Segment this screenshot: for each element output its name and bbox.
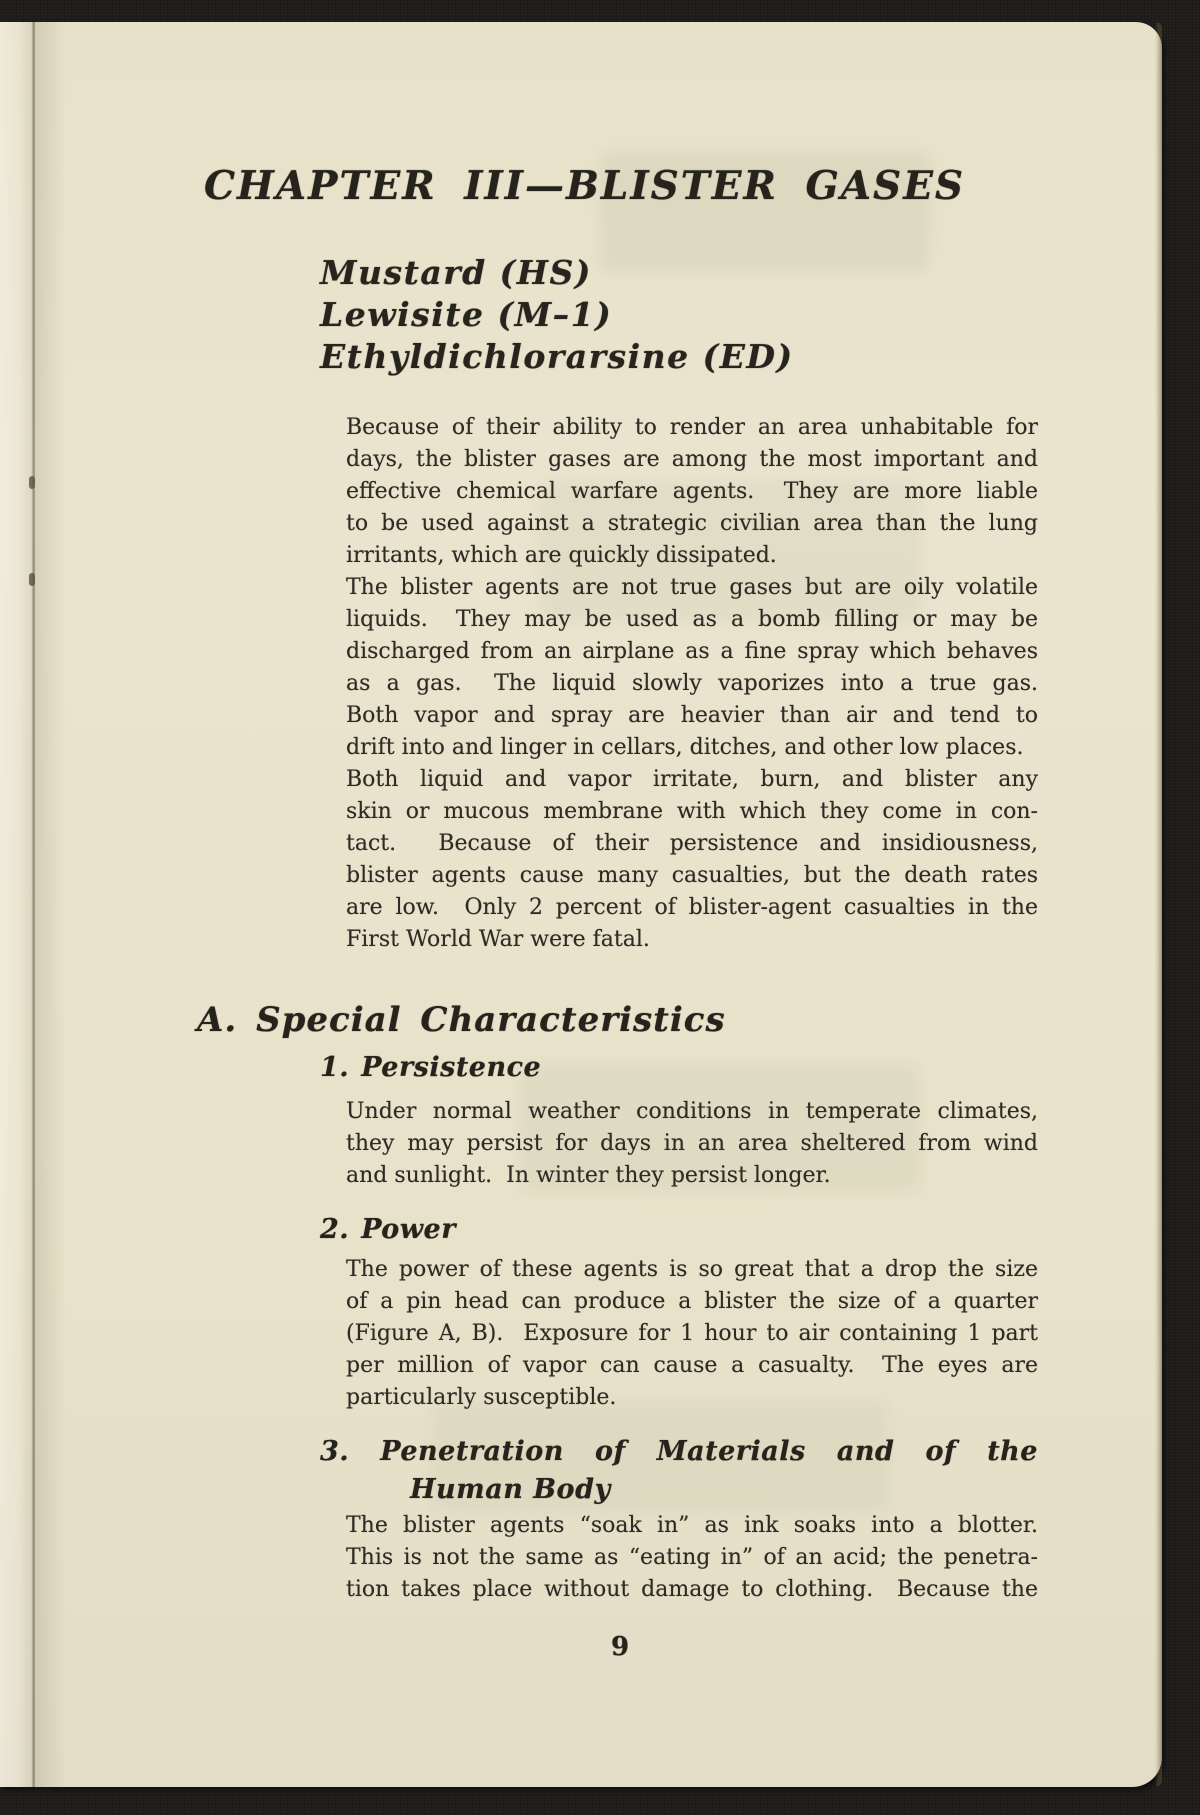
page-number: 9	[610, 1632, 630, 1662]
subsection-body-persistence: Under normal weather conditions in temperate climates, they may persist for days in an area sheltered from wind and sunlight. In winter they persist longer.	[346, 1099, 1038, 1188]
stitch-mark	[29, 573, 35, 586]
agent-name: Lewisite (M–1)	[320, 295, 613, 334]
subsection-number: 1.	[320, 1052, 350, 1083]
subsection-heading-power	[320, 1214, 1038, 1245]
subsection-title: Persistence	[361, 1052, 542, 1083]
subsection-number: 2.	[320, 1214, 350, 1245]
section-a-heading	[197, 1000, 726, 1040]
subsection-heading-penetration-line1: 3. Penetration of Materials and of the	[320, 1436, 1038, 1467]
agent-name: Ethyldichlorarsine (ED)	[320, 337, 794, 376]
section-title: Special Characteristics	[256, 1000, 726, 1040]
subsection-heading-penetration-line2: Human Body	[410, 1474, 611, 1505]
agent-name: Mustard (HS)	[320, 253, 592, 292]
intro-text-block	[320, 412, 1038, 956]
subsection-title: Power	[361, 1214, 456, 1245]
intro-paragraph: Both liquid and vapor irritate, burn, and blister any skin or mucous membrane with which they come in con- tact. Because of their persistence and insidiousness, blister agents cause many casualties, but the death rates are low. Only 2 percent of blister-agent casualties in the First World War were fatal.	[346, 767, 1038, 952]
intro-paragraph: Because of their ability to render an area unhabitable for days, the blister gases are among the most important and effective chemical warfare agents. They are more liable to be used against a strategic civilian area than the lung irritants, which are quickly dissipated.	[346, 415, 1038, 568]
section-label: A.	[197, 1000, 238, 1040]
stitch-mark	[29, 476, 35, 489]
page-edge	[1155, 22, 1162, 1787]
intro-paragraph: The blister agents are not true gases but are oily volatile liquids. They may be used as a bomb filling or may be discharged from an airplane as a fine spray which behaves as a gas. The liquid slowly vaporizes into a true gas. Both vapor and spray are heavier than air and tend to drift into and linger in cellars, ditches, and other low places.	[346, 575, 1038, 760]
subsection-body-penetration: The blister agents “soak in” as ink soaks into a blotter. This is not the same as “eating in” of an acid; the penetra- tion takes place without damage to clothing. Because the	[346, 1513, 1038, 1602]
subsection-body-power: The power of these agents is so great that a drop the size of a pin head can produce a blister the size of a quarter (Figure A, B). Exposure for 1 hour to air containing 1 part per million of vapor can cause a casualty. The eyes are particularly susceptible.	[346, 1257, 1038, 1410]
agent-name-list	[320, 252, 794, 378]
subsection-heading-persistence	[320, 1052, 1038, 1083]
gutter-shadow	[36, 22, 66, 1787]
book-page	[0, 22, 1162, 1787]
chapter-title: CHAPTER III—BLISTER GASES	[204, 163, 966, 209]
facing-page-edge	[0, 22, 31, 1787]
